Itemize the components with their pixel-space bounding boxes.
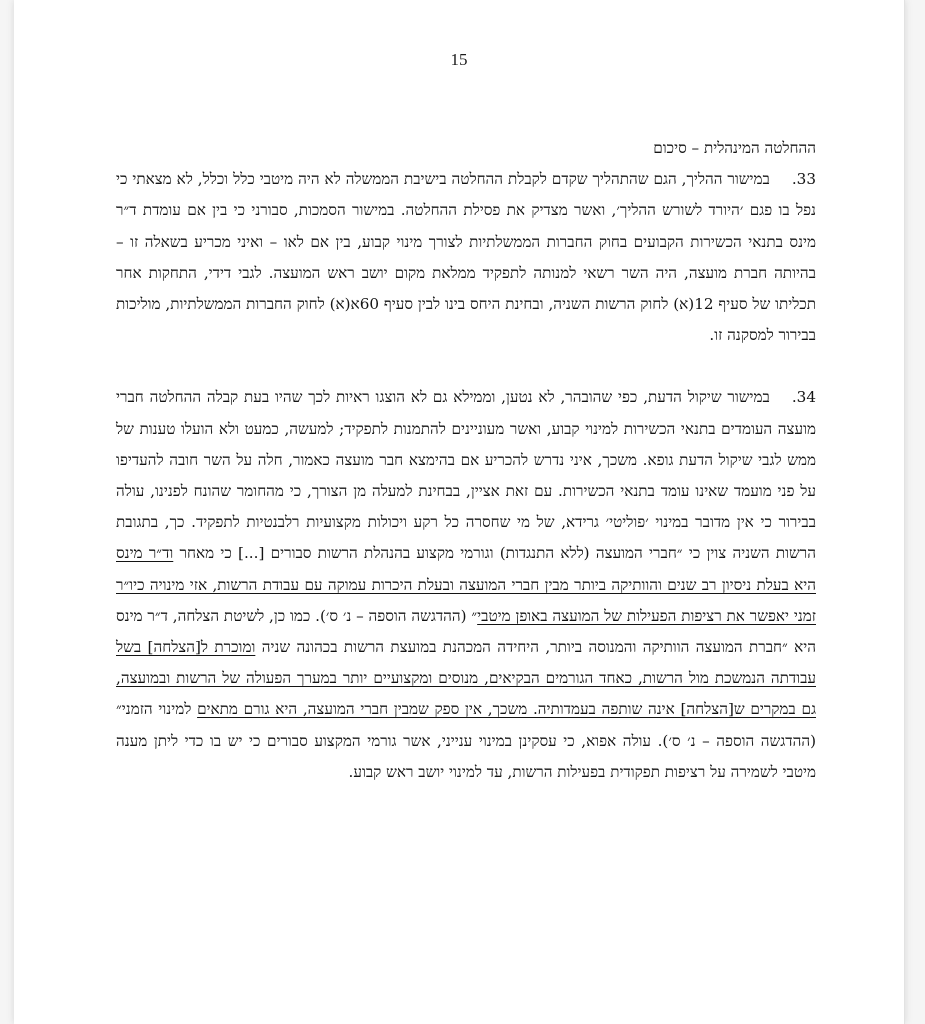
paragraph-33 — [116, 164, 816, 351]
paragraph-text: במישור שיקול הדעת, כפי שהובהר, לא נטען, וממילא גם לא הוצגו ראיות לכך שהיו בעת קבלה ההחלטה חברי מועצה העומדים בתנאי הכשירות למינוי קבוע, ואשר מעוניינים להתמנות לתפקיד; למעשה, כמעט ולא הועלו טענות של ממש לגבי שיקול הדעת גופא. משכך, איני נדרש להכריע אם בהימצא חבר מועצה כאמור, חלה על השר חובה להעדיפו על פני מועמד שאינו עומד בתנאי הכשירות. עם זאת אציין, בבחינת למעלה מן הצורך, כי מהחומר שהונח לפנינו, עולה בבירור כי אין מדובר במינוי ׳פוליטי׳ גרידא, של מי שחסרה כל רקע ויכולות מקצועיות רלבנטיות לתפקיד. כך, בתגובת הרשות השניה צוין כי ״חברי המועצה (ללא התנגדות) וגורמי מקצוע בהנהלת הרשות סבורים [...] כי מאחר — [116, 388, 817, 563]
page-number: 15 — [450, 50, 468, 69]
paragraph-text: ״ (ההדגשה הוספה – נ׳ ס׳). כמו כן, לשיטת הצלחה, ד״ר מינס היא ״חברת המועצה הוותיקה והמנוסה ביותר, היחידה המכהנת במועצת הרשות בכהונה שניה — [116, 606, 816, 657]
paragraph-34 — [116, 382, 816, 788]
paragraph-number: 33. — [791, 170, 816, 189]
underlined-quote: ומוכרת ל[הצלחה] בשל עבודתה הנמשכת מול הרשות, כאחד הגורמים הבקיאים, מנוסים ומקצועיים יותר במערך הפעולה של הרשות ובמועצה, גם במקרים ש[הצלחה] אינה שותפה בעמדותיה. משכך, אין ספק שמבין חברי המועצה, היא גורם מתאים — [116, 638, 817, 719]
paragraph-number: 34. — [791, 388, 816, 407]
paragraph-text: למינוי הזמני״ (ההדגשה הוספה – נ׳ ס׳). עולה אפוא, כי עסקינן במינוי ענייני, אשר גורמי המקצוע סבורים כי יש בו כדי ליתן מענה מיטבי לשמירה על רציפות תפקודית בפעילות הרשות, עד למינוי יושב ראש קבוע. — [116, 700, 816, 781]
paragraph-text: במישור ההליך, הגם שהתהליך שקדם לקבלת ההחלטה בישיבת הממשלה לא היה מיטבי כלל וכלל, לא מצאתי כי נפל בו פגם ׳היורד לשורש ההליך׳, ואשר מצדיק את פסילת ההחלטה. במישור הסמכות, סבורני כי בין אם עומדת ד״ר מינס בתנאי הכשירות הקבועים בחוק החברות הממשלתיות לצורך מינוי קבוע, בין אם לאו – ואיני מכריע בשאלה זו – בהיותה חברת מועצה, היה השר רשאי למנותה לתפקיד ממלאת מקום יושב ראש המועצה. לגבי דידי, התחקות אחר תכליתו של סעיף 12(א) לחוק הרשות השניה, ובחינת היחס בינו לבין סעיף 60א(א) לחוק החברות הממשלתיות, מוליכות בבירור למסקנה זו. — [116, 170, 816, 345]
document-page — [14, 0, 905, 1024]
document-body — [116, 133, 816, 788]
section-heading: ההחלטה המינהלית – סיכום — [653, 139, 816, 157]
underlined-quote: וד״ר מינס היא בעלת ניסיון רב שנים והוותיקה ביותר מבין חברי המועצה ובעלת היכרות עמוקה עם עבודת הרשות, אזי מינויה כיו״ר זמני יאפשר את רציפות הפעילות של המועצה באופן מיטבי — [116, 544, 816, 625]
